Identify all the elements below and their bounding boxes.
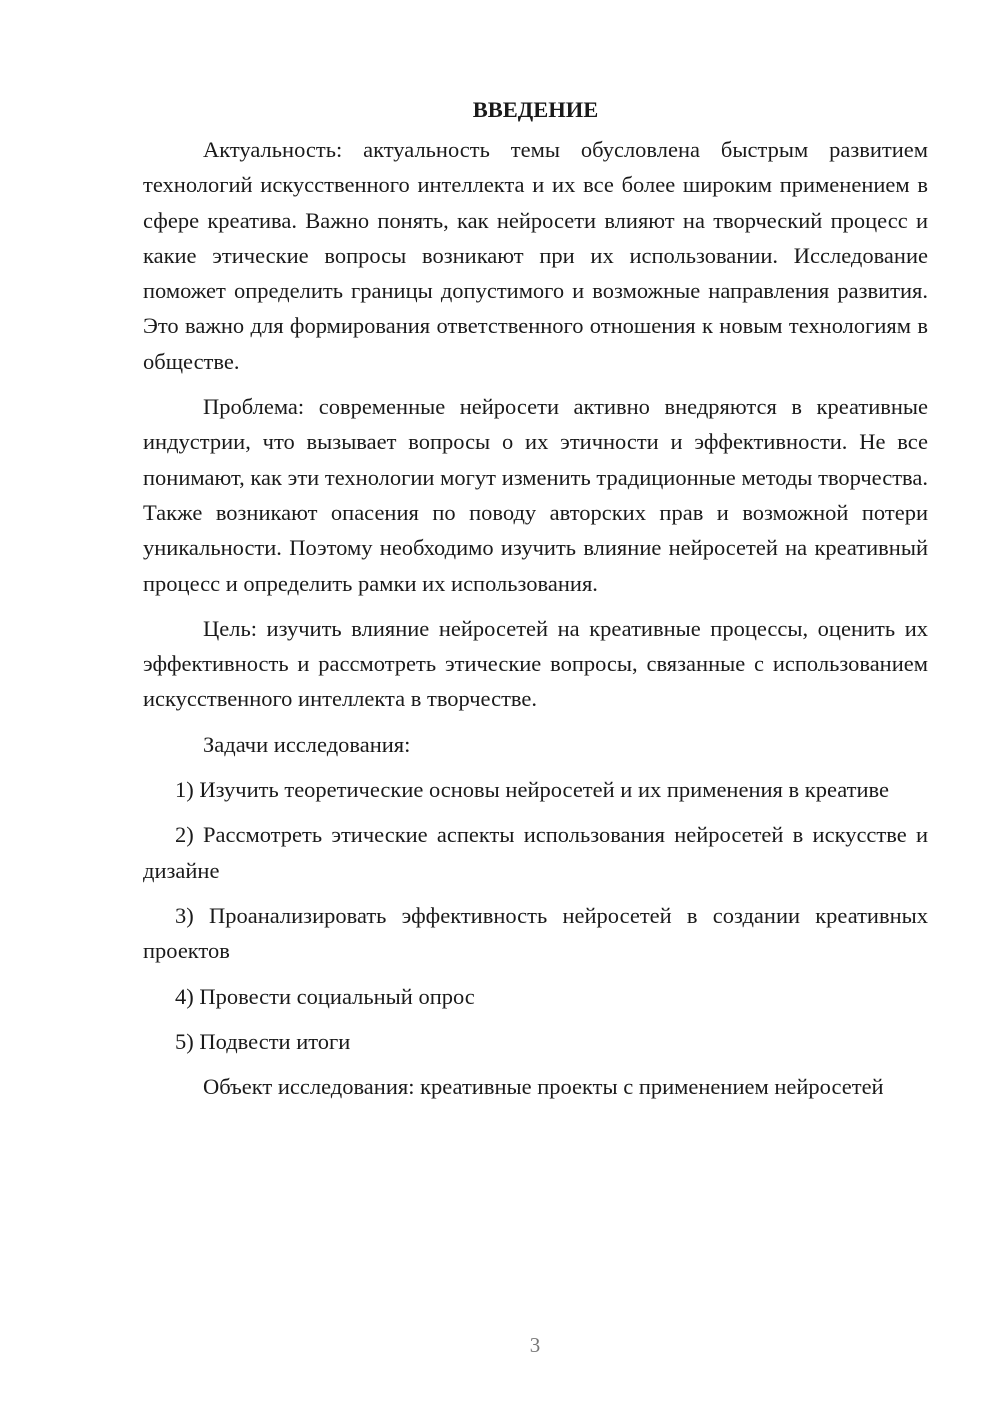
paragraph-goal: Цель: изучить влияние нейросетей на креативные процессы, оценить их эффективность и рассмотреть этические вопросы, связанные с использованием искусственного интеллекта в творчестве. [143, 615, 928, 712]
paragraph-problem: Проблема: современные нейросети активно внедряются в креативные индустрии, что вызывает вопросы о их этичности и эффективности. Не все понимают, как эти технологии могут изменить традиционные методы творчества. Также возникают опасения по поводу авторских прав и возможной потери уникальности. Поэтому необходимо изучить влияние нейросетей на креативный процесс и определить рамки их использования. [143, 394, 928, 596]
task-item-3: 3) Проанализировать эффективность нейросетей в создании креативных проектов [143, 902, 928, 964]
task-item-4: 4) Провести социальный опрос [175, 983, 475, 1009]
task-item-5: 5) Подвести итоги [175, 1028, 351, 1054]
task-item-2: 2) Рассмотреть этические аспекты использования нейросетей в искусстве и дизайне [143, 822, 928, 883]
paragraph-tasks-intro: Задачи исследования: [203, 731, 411, 757]
page-number: 3 [529, 1333, 541, 1357]
section-heading: ВВЕДЕНИЕ [472, 97, 599, 122]
task-item-1: 1) Изучить теоретические основы нейросетей и их применения в креативе [175, 777, 889, 803]
paragraph-relevance: Актуальность: актуальность темы обусловлена быстрым развитием технологий искусственного интеллекта и их все более широким применением в сфере креатива. Важно понять, как нейросети влияют на творческий процесс и какие этические вопросы возникают при их использовании. Исследование поможет определить границы допустимого и возможные направления развития. Это важно для формирования ответственного отношения к новым технологиям в обществе. [143, 137, 928, 374]
paragraph-object: Объект исследования: креативные проекты с применением нейросетей [203, 1074, 884, 1100]
document-page [143, 90, 928, 1114]
